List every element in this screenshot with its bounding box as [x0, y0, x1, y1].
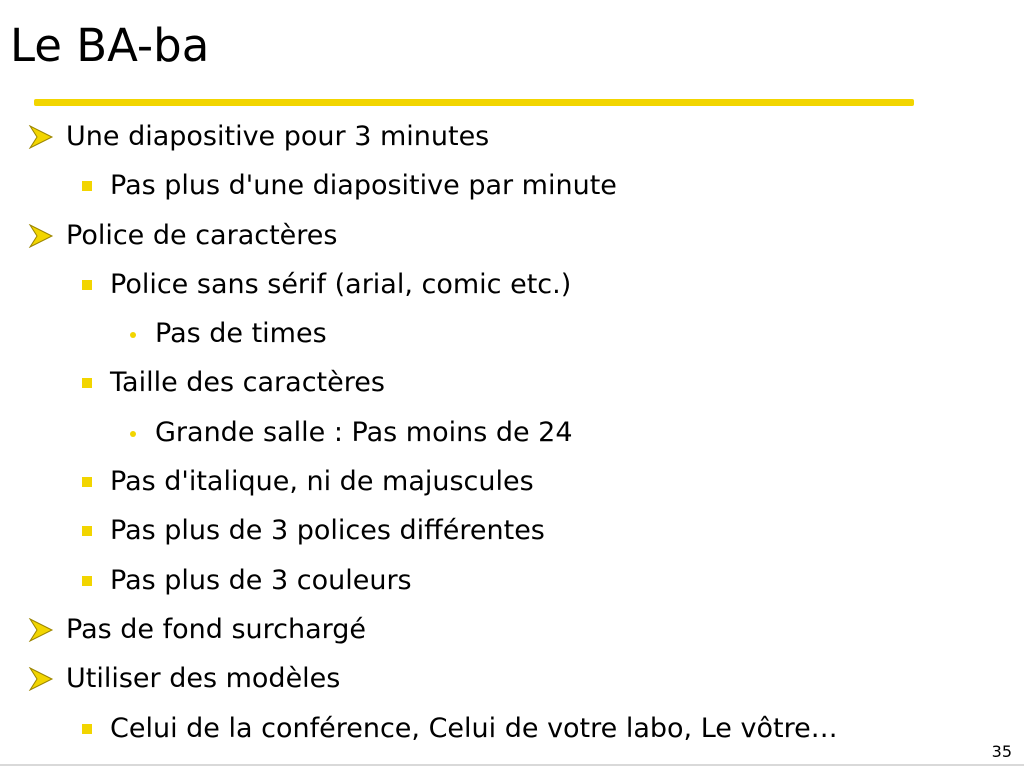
bullet-text: Grande salle : Pas moins de 24	[155, 416, 573, 448]
bullet-item	[0, 606, 1000, 655]
bullet-text: Taille des caractères	[110, 367, 385, 399]
bullet-item	[0, 705, 1000, 754]
bullet-text: Pas plus d'une diapositive par minute	[110, 170, 617, 202]
page-number: 35	[991, 742, 1012, 761]
square-bullet-icon	[82, 724, 92, 734]
bullet-item	[0, 655, 1000, 704]
bullet-item	[0, 458, 1000, 507]
bullet-item	[0, 409, 1000, 458]
bullet-item	[0, 212, 1000, 261]
bullet-text: Celui de la conférence, Celui de votre labo, Le vôtre…	[110, 712, 838, 744]
square-bullet-icon	[82, 477, 92, 487]
bullet-item	[0, 359, 1000, 408]
slide-title: Le BA-ba	[10, 19, 210, 72]
bullet-item	[0, 507, 1000, 556]
bullet-text: Pas plus de 3 polices différentes	[110, 515, 545, 547]
bullet-text: Utiliser des modèles	[66, 663, 341, 695]
footer-divider	[0, 764, 1024, 766]
arrow-bullet-icon	[28, 618, 54, 642]
bullet-list	[0, 113, 1000, 754]
bullet-text: Pas de fond surchargé	[66, 613, 367, 645]
square-bullet-icon	[82, 378, 92, 388]
bullet-text: Police de caractères	[66, 219, 338, 251]
arrow-bullet-icon	[28, 667, 54, 691]
bullet-text: Pas de times	[155, 318, 327, 350]
bullet-text: Une diapositive pour 3 minutes	[66, 121, 490, 152]
arrow-bullet-icon	[28, 224, 54, 248]
bullet-text: Pas d'italique, ni de majuscules	[110, 466, 534, 498]
bullet-item	[0, 261, 1000, 310]
square-bullet-icon	[82, 280, 92, 290]
square-bullet-icon	[82, 526, 92, 536]
bullet-text: Pas plus de 3 couleurs	[110, 564, 412, 596]
arrow-bullet-icon	[28, 125, 54, 149]
bullet-item	[0, 310, 1000, 359]
dot-bullet-icon	[130, 431, 136, 437]
square-bullet-icon	[82, 576, 92, 586]
bullet-item	[0, 162, 1000, 211]
title-underline	[34, 99, 914, 106]
bullet-item	[0, 113, 1000, 162]
dot-bullet-icon	[130, 332, 136, 338]
bullet-text: Police sans sérif (arial, comic etc.)	[110, 268, 572, 300]
bullet-item	[0, 557, 1000, 606]
square-bullet-icon	[82, 181, 92, 191]
